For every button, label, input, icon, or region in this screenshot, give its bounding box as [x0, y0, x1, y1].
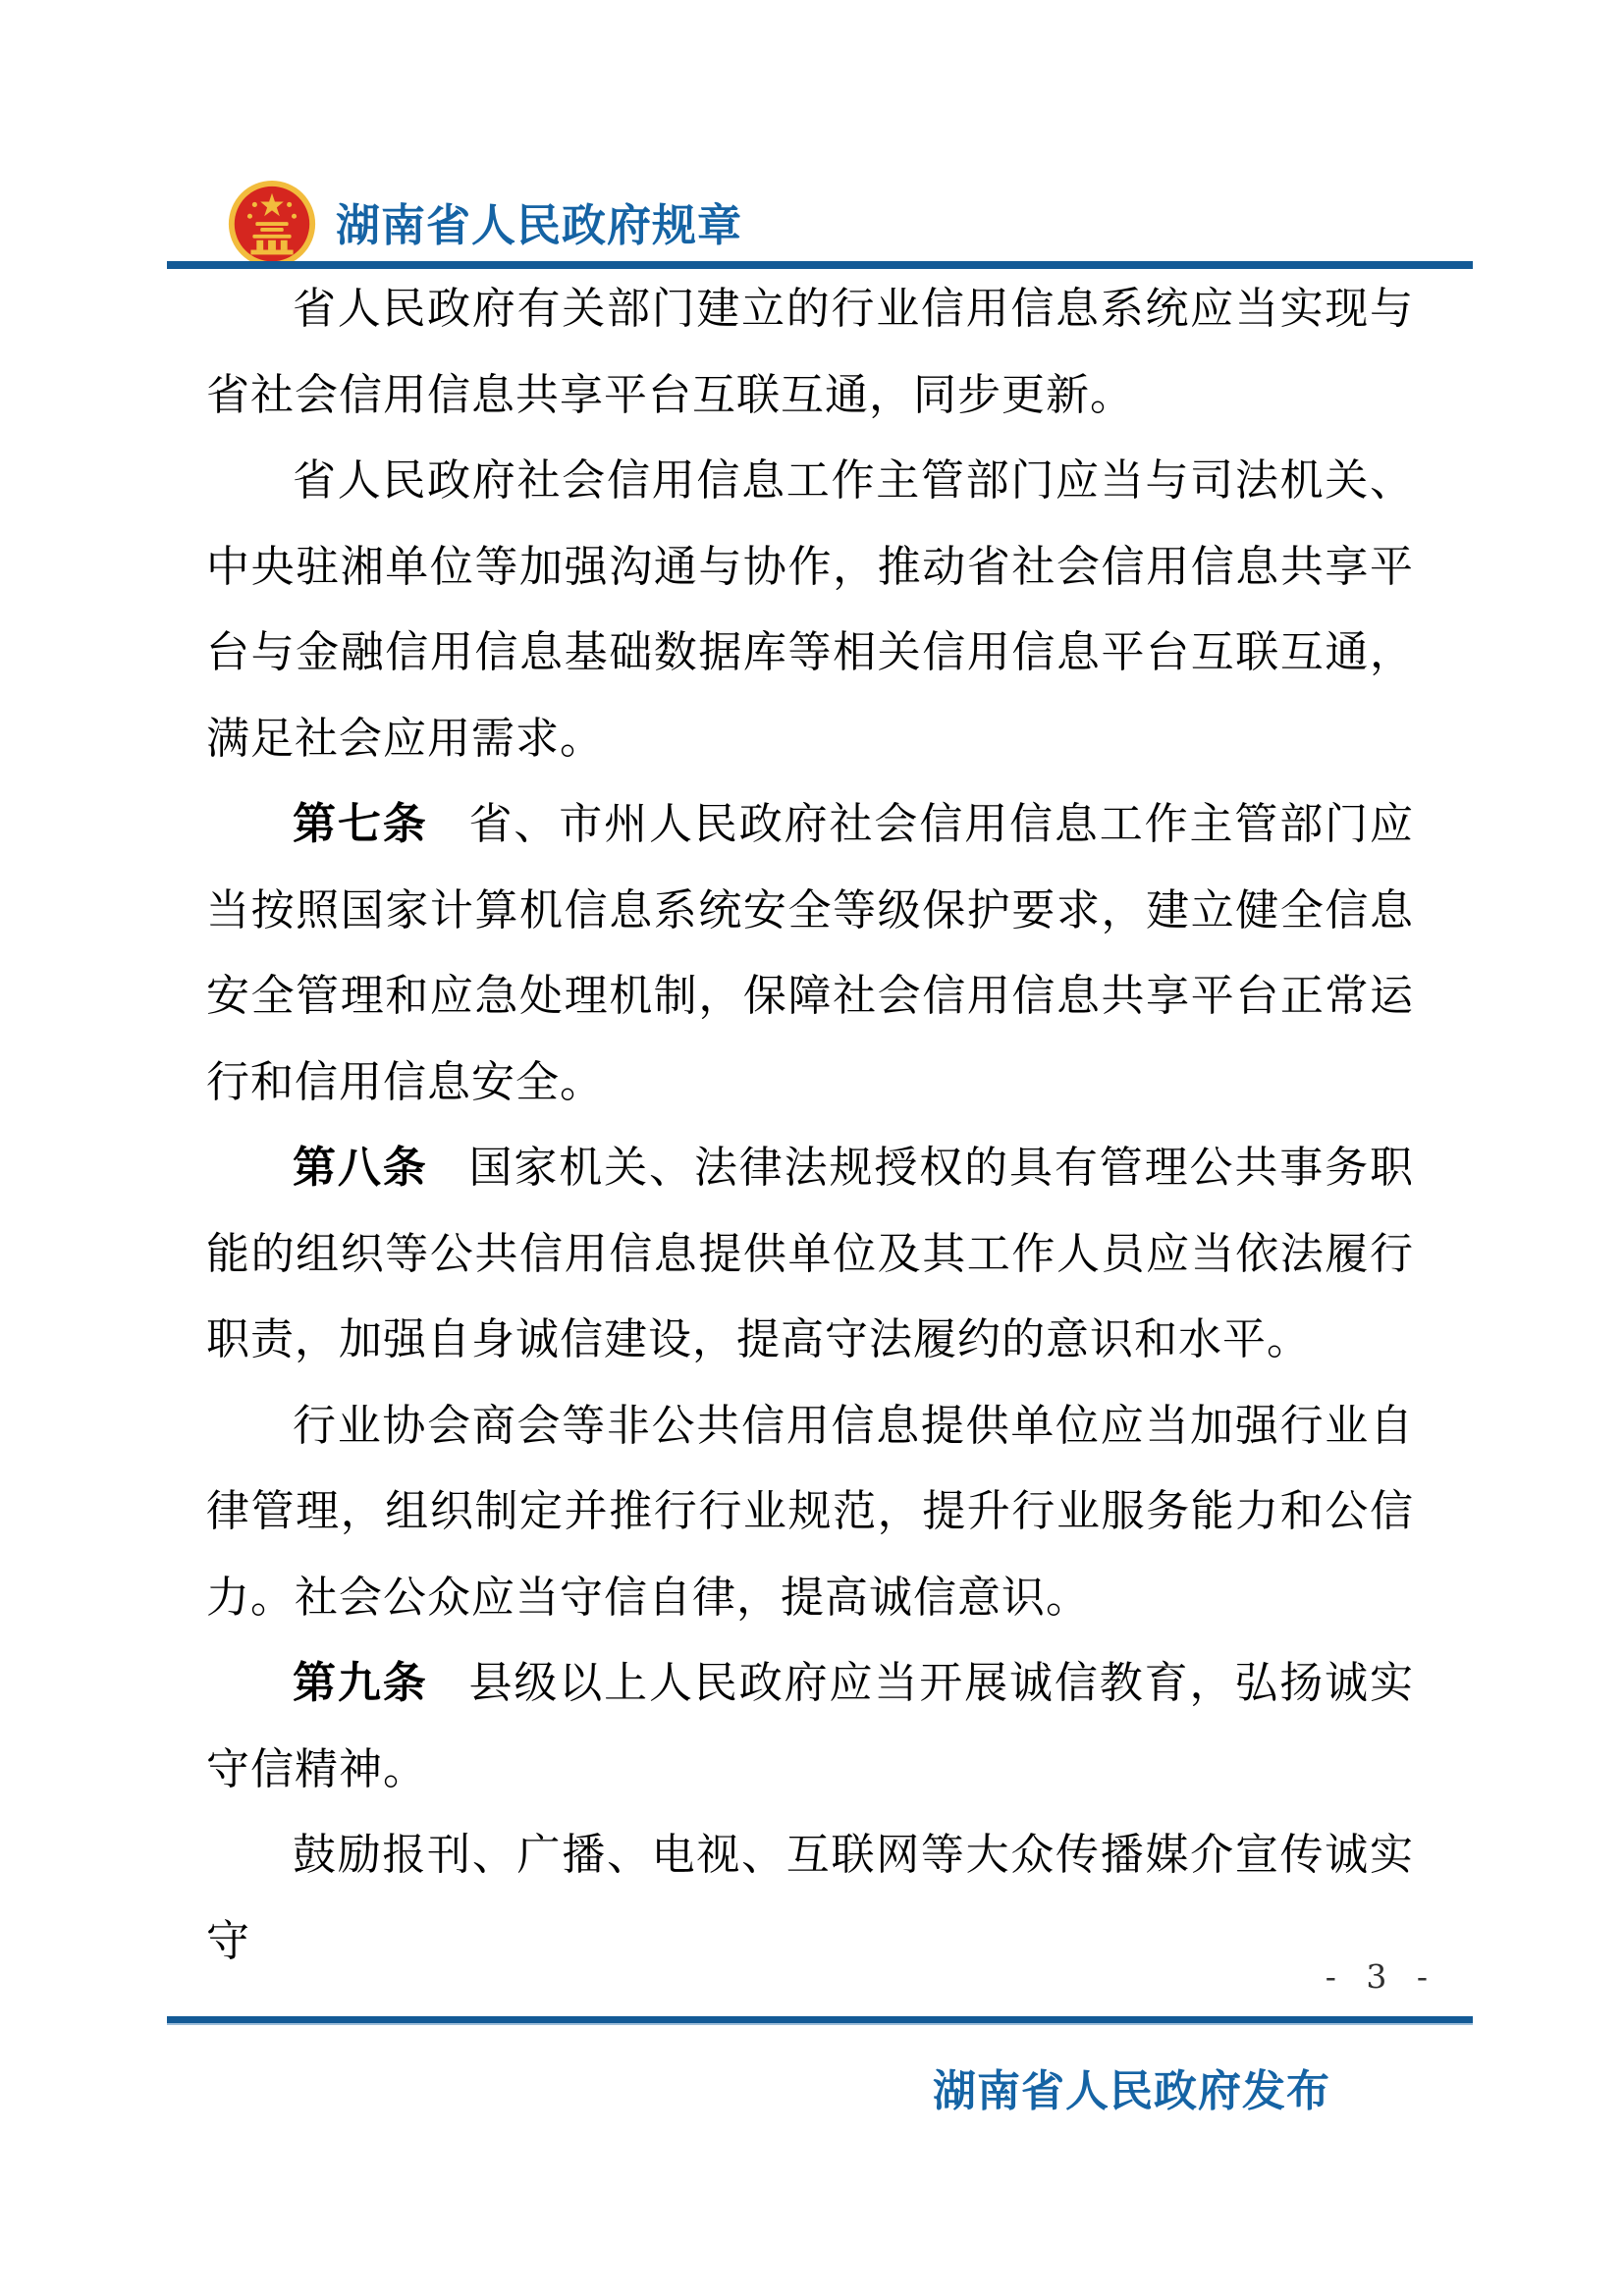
body-paragraph [206, 266, 1414, 438]
page-title: 湖南省人民政府规章 [336, 201, 743, 250]
paragraph-text: 行业协会商会等非公共信用信息提供单位应当加强行业自律管理，组织制定并推行行业规范，提升行业服务能力和公信力。社会公众应当守信自律，提高诚信意识。 [206, 1401, 1414, 1622]
body-paragraph [206, 781, 1414, 1125]
body-paragraph [206, 438, 1414, 781]
body-paragraph [206, 1125, 1414, 1383]
paragraph-text: 省人民政府社会信用信息工作主管部门应当与司法机关、中央驻湘单位等加强沟通与协作，推动省社会信用信息共享平台与金融信用信息基础数据库等相关信用信息平台互联互通，满足社会应用需求。 [206, 456, 1414, 763]
body-paragraph [206, 1640, 1414, 1812]
paragraph-text: 省、市州人民政府社会信用信息工作主管部门应当按照国家计算机信息系统安全等级保护要求，建立健全信息安全管理和应急处理机制，保障社会信用信息共享平台正常运行和信用信息安全。 [206, 800, 1415, 1106]
footer-rule [167, 2016, 1473, 2025]
paragraph-text: 鼓励报刊、广播、电视、互联网等大众传播媒介宣传诚实守 [206, 1831, 1414, 1965]
article-number: 第八条 [293, 1144, 428, 1192]
paragraph-text: 国家机关、法律法规授权的具有管理公共事务职能的组织等公共信用信息提供单位及其工作人员应当依法履行职责，加强自身诚信建设，提高守法履约的意识和水平。 [206, 1144, 1415, 1363]
body-paragraph [206, 1383, 1414, 1641]
body-paragraph [206, 1812, 1414, 1984]
publisher-label: 湖南省人民政府发布 [933, 2067, 1330, 2115]
page-number: - 3 - [1325, 1957, 1437, 1996]
paragraph-text: 省人民政府有关部门建立的行业信用信息系统应当实现与省社会信用信息共享平台互联互通，同步更新。 [206, 285, 1414, 419]
article-number: 第九条 [293, 1659, 428, 1707]
article-number: 第七条 [293, 800, 428, 848]
document-body [206, 266, 1414, 1984]
paragraph-text: 县级以上人民政府应当开展诚信教育，弘扬诚实守信精神。 [206, 1659, 1415, 1793]
